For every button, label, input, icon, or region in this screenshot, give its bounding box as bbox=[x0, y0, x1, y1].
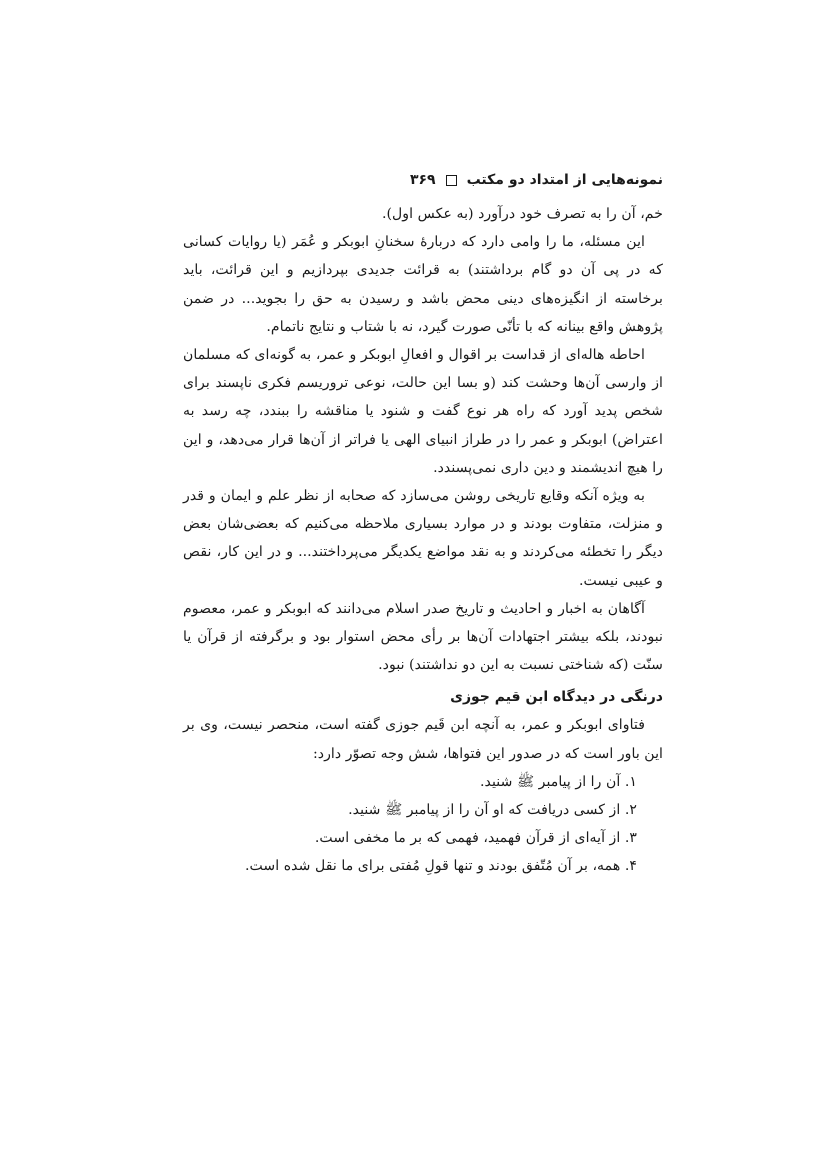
paragraph-continued: خم، آن را به تصرف خود درآورد (به عکس اول). bbox=[381, 206, 663, 222]
list-item: ۱. آن را از پیامبر ﷺ شنید. bbox=[480, 773, 637, 790]
paragraph: احاطه هاله‌ای از قداست بر اقوال و افعالِ ابوبکر و عمر، به گونه‌ای که مسلمان از وارسی آن‌ها وحشت کند (و بسا این حالت، نوعی تروریسم فکری ناپسند برای شخص پدید آورد که راه هر نوع گفت و شنود یا مناقشه را ببندد، چه رسد به اعتراض) ابوبکر و عمر را در طراز انبیای الهی یا فراتر از آن‌ها قرار می‌دهد، و این را هیچ اندیشمند و دین داری نمی‌پسندد. bbox=[183, 347, 663, 476]
header-title: نمونه‌هایی از امتداد دو مکتب bbox=[466, 172, 663, 188]
book-page bbox=[183, 160, 663, 881]
list-item: ۲. از کسی دریافت که او آن را از پیامبر ﷺ شنید. bbox=[348, 802, 637, 819]
running-header bbox=[183, 160, 663, 200]
section-paragraph: فتاوای ابوبکر و عمر، به آنچه ابن قَیم جوزی گفته است، منحصر نیست، وی بر این باور است که در صدور این فتواها، شش وجه تصوّر دارد: bbox=[183, 717, 663, 762]
list-item: ۳. از آیه‌ای از قرآن فهمید، فهمی که بر ما مخفی است. bbox=[314, 830, 637, 847]
paragraph: این مسئله، ما را وامی دارد که دربارهٔ سخنانِ ابوبکر و عُمَر (یا روایات کسانی که در پی آن دو گام برداشتند) به قرائت جدیدی بپردازیم و این قرائت، باید برخاسته از انگیزه‌های دینی محض باشد و رسیدن به حق را بجوید... در ضمن پژوهش واقع بینانه که با تأنّی صورت گیرد، نه با شتاب و نتایج ناتمام. bbox=[183, 234, 663, 335]
numbered-list bbox=[183, 768, 663, 881]
square-ornament-icon bbox=[446, 175, 457, 186]
paragraph: آگاهان به اخبار و احادیث و تاریخ صدر اسلام می‌دانند که ابوبکر و عمر، معصوم نبودند، بلکه بیشتر اجتهادات آن‌ها بر رأی محض استوار بود و برگرفته از قرآن یا سنّت (که شناختی نسبت به این دو نداشتند) نبود. bbox=[183, 600, 663, 674]
paragraph: به ویژه آنکه وقایع تاریخی روشن می‌سازد که صحابه از نظر علم و ایمان و قدر و منزلت، متفاوت بودند و در موارد بسیاری ملاحظه می‌کنیم که بعضی‌شان بعض دیگر را تخطئه می‌کردند و به نقد مواضع یکدیگر می‌پرداختند... و در این کار، نقص و عیبی نیست. bbox=[183, 488, 663, 589]
list-item: ۴. همه، بر آن مُتّفق بودند و تنها قولِ مُفتی برای ما نقل شده است. bbox=[244, 858, 637, 875]
page-number: ۳۶۹ bbox=[409, 172, 436, 188]
section-heading: درنگی در دیدگاه ابن قیم جوزی bbox=[450, 689, 663, 706]
